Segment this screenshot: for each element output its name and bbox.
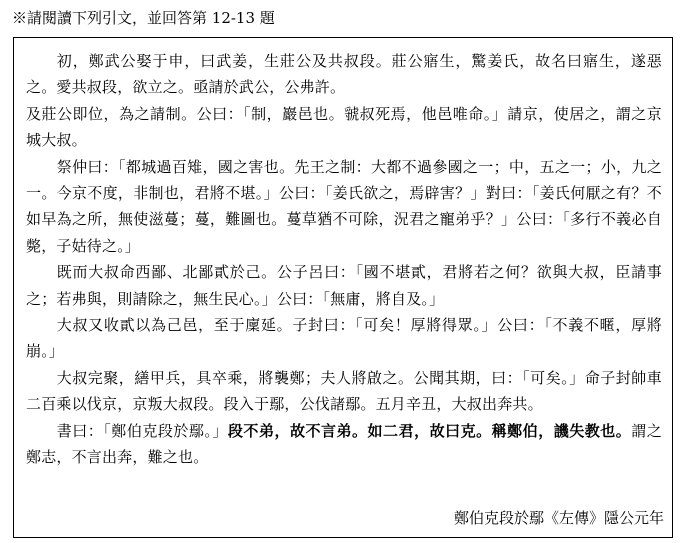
- passage-paragraph-4: 既而大叔命西鄙、北鄙貳於己。公子呂曰：「國不堪貳，君將若之何？欲與大叔，臣請事之；若弗與，則請除之，無生民心。」公曰：「無庸，將自及。」: [26, 263, 662, 308]
- source-citation: 鄭伯克段於鄢《左傳》隱公元年: [453, 509, 664, 527]
- final-bold-commentary: 段不弟，故不言弟。如二君，故曰克。稱鄭伯，譏失教也。: [227, 421, 632, 440]
- final-plain-before: 書曰：「鄭伯克段於鄢。」: [56, 421, 228, 440]
- passage-paragraph-2: 及莊公即位，為之請制。公曰：「制，巖邑也。虢叔死焉，他邑唯命。」請京，使居之，謂之京城大叔。: [26, 104, 662, 150]
- passage-paragraph-1: 初，鄭武公娶于申，曰武姜，生莊公及共叔段。莊公寤生，驚姜氏，故名曰寤生，遂惡之。愛共叔段，欲立之。亟請於武公，公弗許。: [26, 52, 662, 97]
- passage-paragraph-3: 祭仲曰：「都城過百雉，國之害也。先王之制：大都不過參國之一；中，五之一；小，九之一。今京不度，非制也，君將不堪。」公曰：「姜氏欲之，焉辟害？」對曰：「姜氏何厭之有？不如早為之所，無使滋蔓；蔓，難圖也。蔓草猶不可除，況君之寵弟乎？」公曰：「多行不義必自斃，子姑待之。」: [26, 157, 662, 255]
- question-instruction: ※請閱讀下列引文，並回答第 12-13 題: [12, 9, 275, 27]
- passage-paragraph-6: 大叔完聚，繕甲兵，具卒乘，將襲鄭；夫人將啟之。公聞其期，曰：「可矣。」命子封帥車二百乘以伐京，京叛大叔段。段入于鄢，公伐諸鄢。五月辛丑，大叔出奔共。: [26, 368, 662, 414]
- passage-paragraph-5: 大叔又收貳以為己邑，至于廩延。子封曰：「可矣！厚將得眾。」公曰：「不義不暱，厚將崩。」: [26, 316, 662, 361]
- passage-text: [26, 48, 662, 471]
- passage-paragraph-7: [26, 418, 662, 471]
- final-plain-after: 謂之鄭志，不言出奔，難之也。: [26, 421, 662, 467]
- passage-box: [13, 37, 673, 538]
